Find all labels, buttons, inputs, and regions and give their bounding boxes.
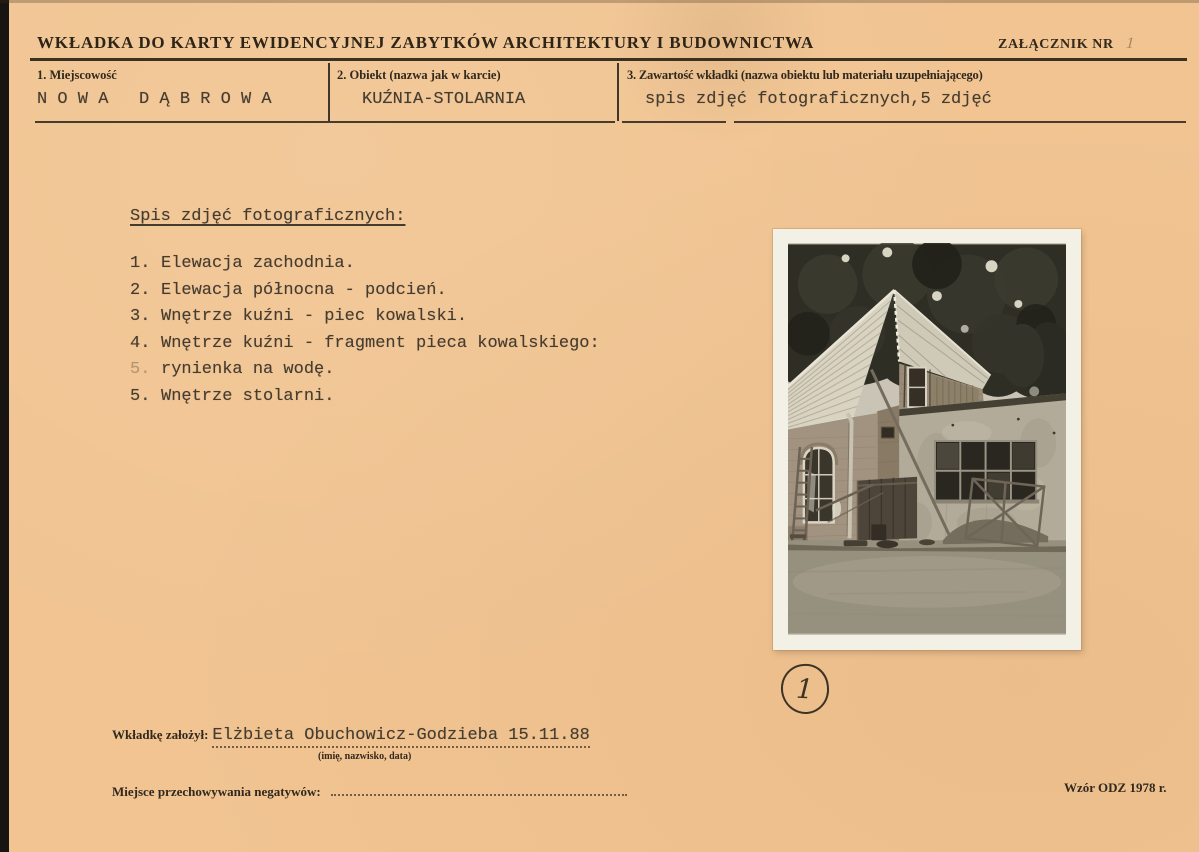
list-item-number: 1. (130, 254, 151, 273)
negatives-blank-line (331, 781, 627, 796)
list-item-text: Elewacja zachodnia. (161, 254, 355, 273)
founder-row (112, 726, 590, 748)
field-label-object: 2. Obiekt (nazwa jak w karcie) (337, 68, 501, 82)
list-item (130, 384, 600, 411)
photograph (773, 229, 1081, 650)
list-item (130, 331, 600, 358)
founder-label: Wkładkę założył: (112, 727, 209, 742)
list-item-number: 2. (130, 280, 151, 300)
template-note: Wzór ODZ 1978 r. (1064, 780, 1167, 795)
list-item-text: Wnętrze kuźni - piec kowalski. (161, 307, 468, 326)
attachment-number-field (998, 35, 1134, 53)
field-label-contents: 3. Zawartość wkładki (nazwa obiektu lub materiału uzupełniającego) (627, 68, 983, 82)
list-item-number-faded: 5. (130, 360, 151, 379)
attachment-label: ZAŁĄCZNIK NR (998, 37, 1114, 52)
photo-number-annotation (779, 662, 832, 717)
field-label-locality: 1. Miejscowość (37, 68, 117, 82)
photo-list (130, 207, 600, 410)
founder-value: Elżbieta Obuchowicz-Godzieba 15.11.88 (212, 726, 589, 748)
field-value-locality: N O W A D Ą B R O W A (37, 90, 272, 109)
list-item (130, 357, 600, 384)
photo-number: 1 (795, 673, 815, 705)
header-bottom-rule-segment (734, 121, 1186, 123)
photo-list-title: Spis zdjęć fotograficznych: (130, 207, 406, 226)
scan-edge-top (0, 0, 1199, 3)
photo-image (788, 243, 1066, 635)
list-item-number: 5. (130, 386, 151, 406)
ground (788, 540, 1066, 633)
attachment-number-handwritten: 1 (1125, 34, 1135, 53)
header-bottom-rule-segment (622, 121, 726, 123)
header-rule (30, 58, 1187, 61)
list-item-number: 4. (130, 333, 151, 353)
negatives-row (112, 781, 627, 800)
column-divider-1 (328, 63, 330, 121)
wall-vent (881, 427, 894, 438)
column-divider-2 (617, 63, 619, 121)
list-item (130, 251, 600, 278)
list-item-text: Wnętrze stolarni. (161, 386, 335, 406)
document-title: WKŁADKA DO KARTY EWIDENCYJNEJ ZABYTKÓW ARCHITEKTURY I BUDOWNICTWA (37, 33, 815, 52)
header-bottom-rule-segment (35, 121, 615, 123)
list-item-text: rynienka na wodę. (161, 360, 335, 379)
field-value-contents: spis zdjęć fotograficznych,5 zdjęć (645, 90, 992, 109)
workshop-window (932, 441, 1039, 504)
founder-hint: (imię, nazwisko, data) (318, 751, 412, 762)
list-item-text: Wnętrze kuźni - fragment pieca kowalskiego: (161, 333, 600, 353)
wooden-gate (858, 477, 918, 541)
negatives-label: Miejsce przechowywania negatywów: (112, 784, 321, 799)
scan-edge-left (0, 0, 9, 852)
list-item (130, 278, 600, 305)
list-item-text: Elewacja północna - podcień. (161, 280, 447, 300)
field-value-object: KUŹNIA-STOLARNIA (362, 90, 526, 109)
list-item (130, 304, 600, 331)
list-item-number: 3. (130, 307, 151, 326)
